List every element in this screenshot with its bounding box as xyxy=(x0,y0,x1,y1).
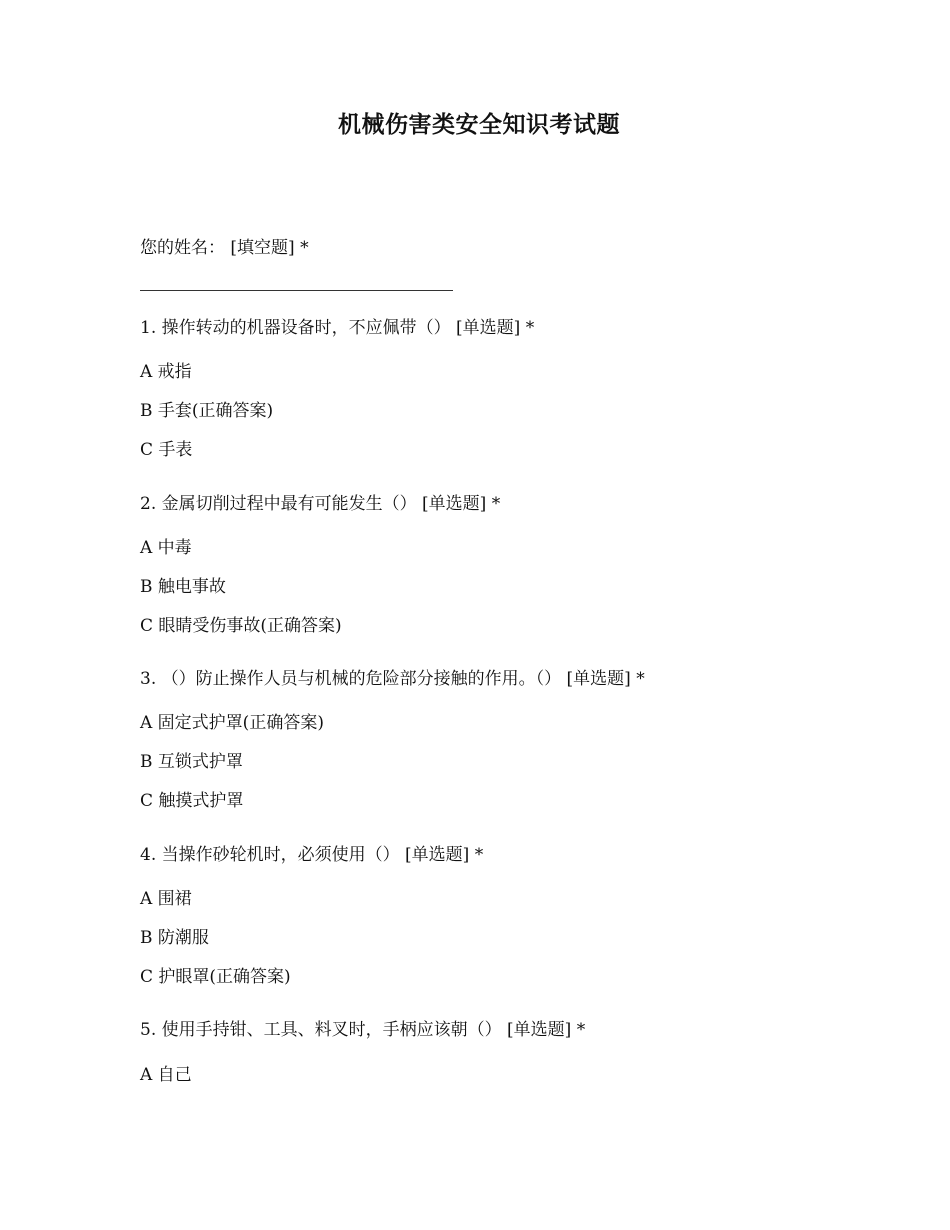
name-answer-line[interactable] xyxy=(140,290,453,291)
name-question xyxy=(140,237,309,259)
question-4-stem: 4. 当操作砂轮机时，必须使用（） [单选题] * xyxy=(140,845,484,865)
question-3-option-b[interactable]: B 互锁式护罩 xyxy=(140,752,243,772)
name-label: 您的姓名： xyxy=(140,238,225,258)
document-title: 机械伤害类安全知识考试题 xyxy=(338,112,620,138)
question-3-option-c[interactable]: C 触摸式护罩 xyxy=(140,791,244,811)
question-5-stem: 5. 使用手持钳、工具、料叉时，手柄应该朝（） [单选题] * xyxy=(140,1020,586,1040)
name-question-type: [填空题] * xyxy=(230,238,309,258)
question-1-stem: 1. 操作转动的机器设备时，不应佩带（） [单选题] * xyxy=(140,318,535,338)
question-1-option-a[interactable]: A 戒指 xyxy=(140,362,192,382)
question-2-option-b[interactable]: B 触电事故 xyxy=(140,577,226,597)
question-5-option-a[interactable]: A 自己 xyxy=(140,1065,192,1085)
question-4-option-c[interactable]: C 护眼罩(正确答案) xyxy=(140,967,291,987)
question-2-option-a[interactable]: A 中毒 xyxy=(140,538,192,558)
question-3-stem: 3. （）防止操作人员与机械的危险部分接触的作用。（） [单选题] * xyxy=(140,669,645,689)
question-3-option-a[interactable]: A 固定式护罩(正确答案) xyxy=(140,713,324,733)
question-4-option-b[interactable]: B 防潮服 xyxy=(140,928,209,948)
question-4-option-a[interactable]: A 围裙 xyxy=(140,889,192,909)
question-2-stem: 2. 金属切削过程中最有可能发生（） [单选题] * xyxy=(140,494,501,514)
question-2-option-c[interactable]: C 眼睛受伤事故(正确答案) xyxy=(140,616,342,636)
question-1-option-c[interactable]: C 手表 xyxy=(140,440,193,460)
question-1-option-b[interactable]: B 手套(正确答案) xyxy=(140,401,274,421)
